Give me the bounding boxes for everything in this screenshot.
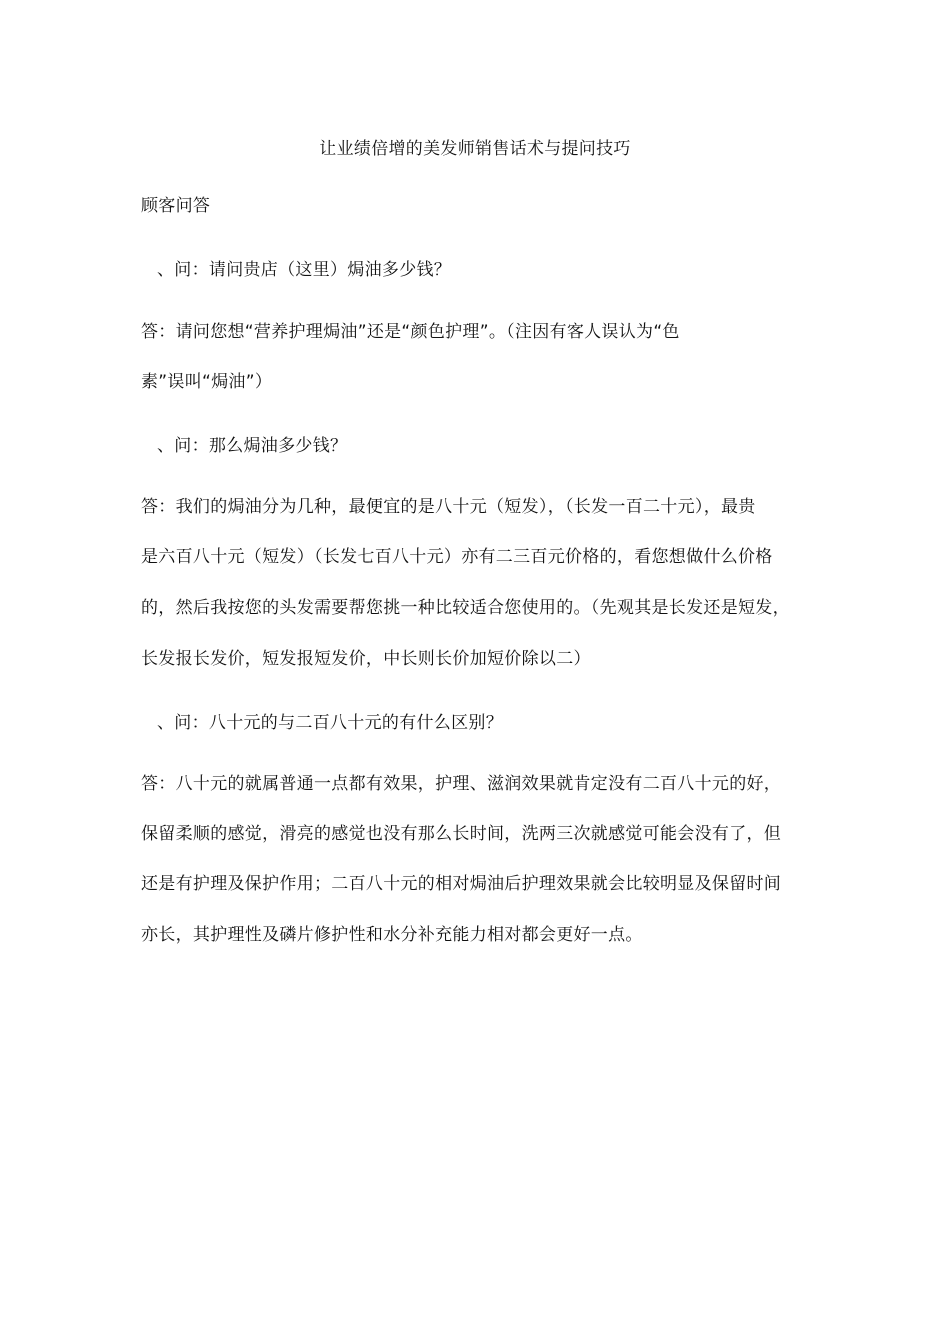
answer-3-line-4: 亦长，其护理性及磷片修护性和水分补充能力相对都会更好一点。 [141,925,643,945]
document-title: 让业绩倍增的美发师销售话术与提问技巧 [319,139,631,159]
question-2: 、问：那么焗油多少钱？ [157,436,348,456]
question-1: 、问：请问贵店（这里）焗油多少钱？ [157,260,452,280]
answer-3-line-1: 答：八十元的就属普通一点都有效果，护理、滋润效果就肯定没有二百八十元的好， [141,774,782,794]
question-3: 、问：八十元的与二百八十元的有什么区别？ [157,713,503,733]
answer-3-line-2: 保留柔顺的感觉，滑亮的感觉也没有那么长时间，洗两三次就感觉可能会没有了，但 [141,824,782,844]
answer-2-line-2: 是六百八十元（短发）（长发七百八十元）亦有二三百元价格的，看您想做什么价格 [141,547,773,567]
answer-1-line-1: 答：请问您想“营养护理焗油”还是“颜色护理”。（注因有客人误认为“色 [141,322,680,342]
answer-1-line-2: 素”误叫“焗油”） [141,372,273,392]
answer-2-line-4: 长发报长发价，短发报短发价，中长则长价加短价除以二） [141,649,591,669]
answer-2-line-3: 的，然后我按您的头发需要帮您挑一种比较适合您使用的。（先观其是长发还是短发， [141,598,790,618]
section-heading: 顾客问答 [141,196,211,216]
answer-3-line-3: 还是有护理及保护作用；二百八十元的相对焗油后护理效果就会比较明显及保留时间 [141,874,782,894]
answer-2-line-1: 答：我们的焗油分为几种，最便宜的是八十元（短发），（长发一百二十元），最贵 [141,497,756,517]
